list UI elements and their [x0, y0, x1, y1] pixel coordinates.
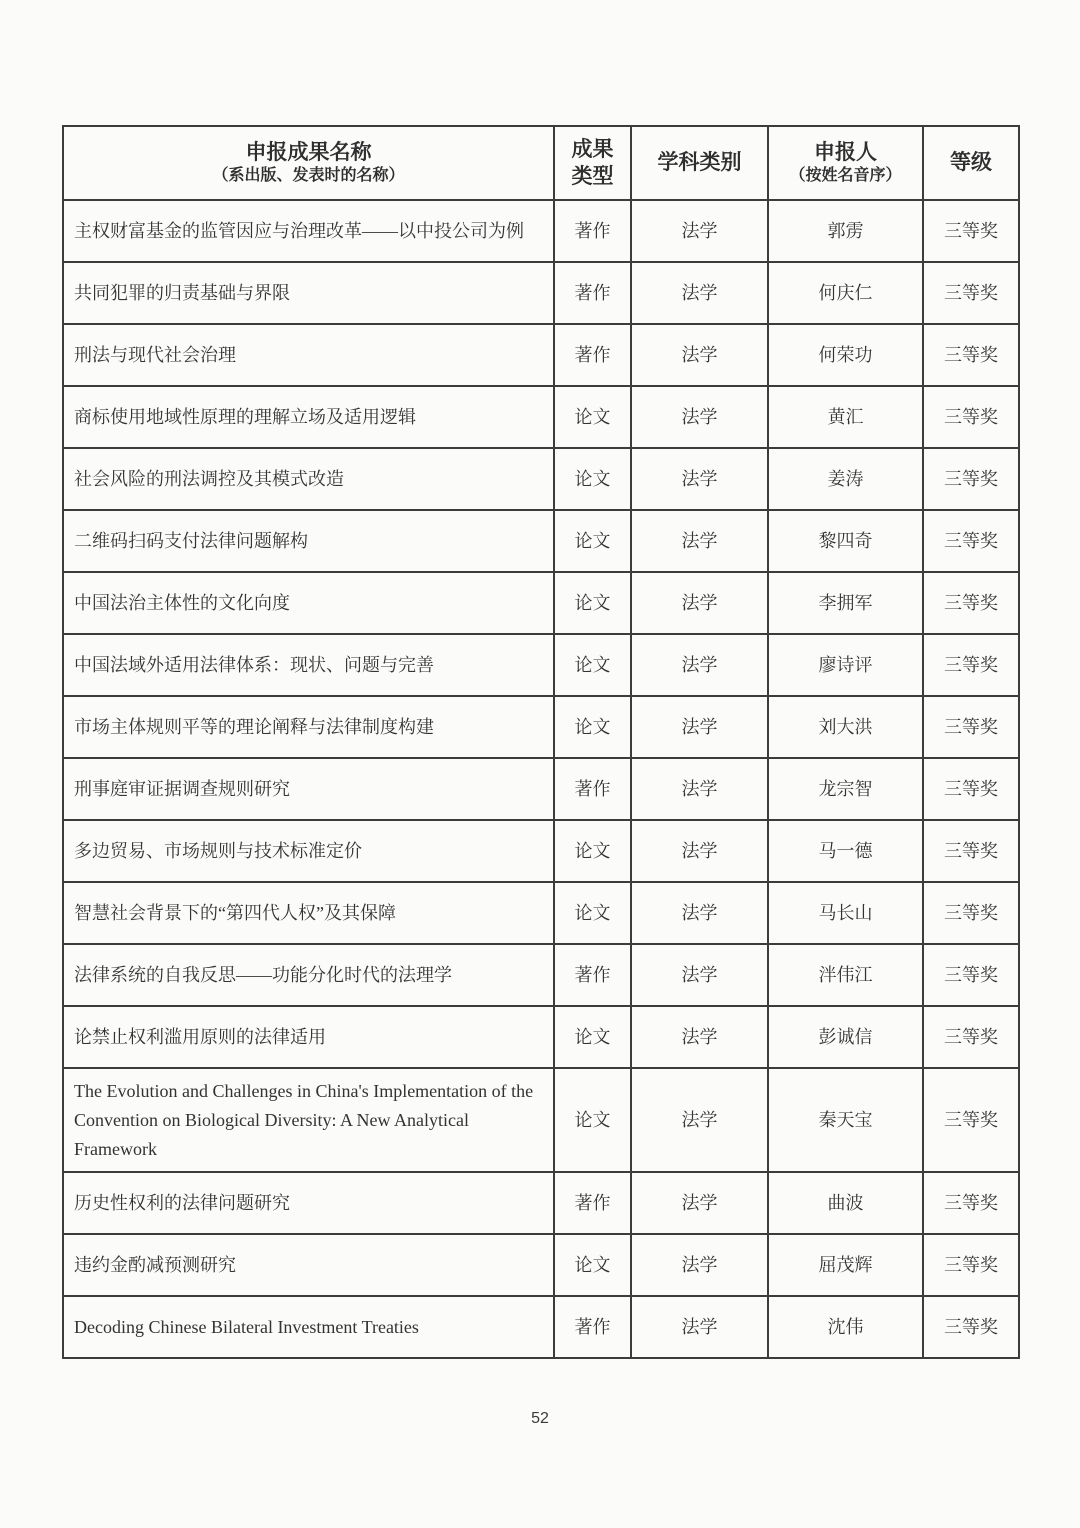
subject-category-cell: 法学: [631, 944, 768, 1006]
applicant-cell: 沈伟: [768, 1296, 923, 1358]
awards-table: [62, 125, 1020, 1359]
result-name-cell: 法律系统的自我反思——功能分化时代的法理学: [63, 944, 554, 1006]
table-row: [63, 1172, 1019, 1234]
applicant-cell: 何庆仁: [768, 262, 923, 324]
grade-cell: 三等奖: [923, 510, 1019, 572]
result-type-cell: 著作: [554, 1172, 631, 1234]
result-name-cell: 中国法域外适用法律体系：现状、问题与完善: [63, 634, 554, 696]
result-name-cell: 论禁止权利滥用原则的法律适用: [63, 1006, 554, 1068]
subject-category-cell: 法学: [631, 1296, 768, 1358]
table-row: [63, 696, 1019, 758]
result-name-cell: 社会风险的刑法调控及其模式改造: [63, 448, 554, 510]
result-type-cell: 著作: [554, 1296, 631, 1358]
grade-cell: 三等奖: [923, 1068, 1019, 1172]
table-row: [63, 758, 1019, 820]
result-name-cell: 商标使用地域性原理的理解立场及适用逻辑: [63, 386, 554, 448]
grade-cell: 三等奖: [923, 262, 1019, 324]
grade-cell: 三等奖: [923, 200, 1019, 262]
result-name-cell: Decoding Chinese Bilateral Investment Treaties: [63, 1296, 554, 1358]
grade-cell: 三等奖: [923, 758, 1019, 820]
result-name-cell: 刑事庭审证据调查规则研究: [63, 758, 554, 820]
result-type-cell: 著作: [554, 200, 631, 262]
applicant-cell: 何荣功: [768, 324, 923, 386]
result-type-cell: 论文: [554, 634, 631, 696]
table-row: [63, 200, 1019, 262]
grade-cell: 三等奖: [923, 820, 1019, 882]
page-number: 52: [531, 1410, 549, 1427]
col-header-result-name-subtitle: （系出版、发表时的名称）: [212, 167, 405, 185]
result-type-cell: 论文: [554, 696, 631, 758]
subject-category-cell: 法学: [631, 696, 768, 758]
result-type-cell: 论文: [554, 510, 631, 572]
table-row: [63, 820, 1019, 882]
grade-cell: 三等奖: [923, 1296, 1019, 1358]
subject-category-cell: 法学: [631, 758, 768, 820]
applicant-cell: 秦天宝: [768, 1068, 923, 1172]
result-type-cell: 论文: [554, 1234, 631, 1296]
subject-category-cell: 法学: [631, 200, 768, 262]
result-type-cell: 著作: [554, 758, 631, 820]
applicant-cell: 李拥军: [768, 572, 923, 634]
col-header-result-type: 成果 类型: [554, 126, 631, 200]
table-row: [63, 262, 1019, 324]
grade-cell: 三等奖: [923, 572, 1019, 634]
applicant-cell: 马长山: [768, 882, 923, 944]
result-name-cell: 共同犯罪的归责基础与界限: [63, 262, 554, 324]
subject-category-cell: 法学: [631, 510, 768, 572]
subject-category-cell: 法学: [631, 1172, 768, 1234]
result-type-cell: 论文: [554, 820, 631, 882]
table-row: [63, 1006, 1019, 1068]
applicant-cell: 曲波: [768, 1172, 923, 1234]
applicant-cell: 刘大洪: [768, 696, 923, 758]
table-row: [63, 944, 1019, 1006]
col-header-grade: 等级: [923, 126, 1019, 200]
subject-category-cell: 法学: [631, 634, 768, 696]
col-header-result-name-title: 申报成果名称: [245, 139, 372, 164]
subject-category-cell: 法学: [631, 448, 768, 510]
header-row: [63, 126, 1019, 200]
table-row: [63, 1234, 1019, 1296]
subject-category-cell: 法学: [631, 386, 768, 448]
result-type-cell: 论文: [554, 572, 631, 634]
applicant-cell: 马一德: [768, 820, 923, 882]
subject-category-cell: 法学: [631, 1234, 768, 1296]
result-name-cell: 历史性权利的法律问题研究: [63, 1172, 554, 1234]
result-type-cell: 著作: [554, 324, 631, 386]
awards-table-body: [63, 200, 1019, 1358]
table-row: [63, 448, 1019, 510]
grade-cell: 三等奖: [923, 1172, 1019, 1234]
table-row: [63, 510, 1019, 572]
result-type-cell: 著作: [554, 944, 631, 1006]
grade-cell: 三等奖: [923, 1006, 1019, 1068]
grade-cell: 三等奖: [923, 386, 1019, 448]
result-type-cell: 论文: [554, 448, 631, 510]
grade-cell: 三等奖: [923, 696, 1019, 758]
applicant-cell: 黎四奇: [768, 510, 923, 572]
result-name-cell: 中国法治主体性的文化向度: [63, 572, 554, 634]
subject-category-cell: 法学: [631, 1068, 768, 1172]
table-row: [63, 386, 1019, 448]
col-header-result-name: [63, 126, 554, 200]
applicant-cell: 姜涛: [768, 448, 923, 510]
result-name-cell: 主权财富基金的监管因应与治理改革——以中投公司为例: [63, 200, 554, 262]
table-row: [63, 634, 1019, 696]
result-type-cell: 著作: [554, 262, 631, 324]
grade-cell: 三等奖: [923, 634, 1019, 696]
result-name-cell: 二维码扫码支付法律问题解构: [63, 510, 554, 572]
applicant-cell: 廖诗评: [768, 634, 923, 696]
subject-category-cell: 法学: [631, 324, 768, 386]
grade-cell: 三等奖: [923, 1234, 1019, 1296]
applicant-cell: 黄汇: [768, 386, 923, 448]
applicant-cell: 彭诚信: [768, 1006, 923, 1068]
col-header-subject-category: 学科类别: [631, 126, 768, 200]
applicant-cell: 屈茂辉: [768, 1234, 923, 1296]
grade-cell: 三等奖: [923, 882, 1019, 944]
grade-cell: 三等奖: [923, 448, 1019, 510]
col-header-applicant: 申报人 （按姓名音序）: [768, 126, 923, 200]
table-row: [63, 1296, 1019, 1358]
applicant-cell: 郭雳: [768, 200, 923, 262]
subject-category-cell: 法学: [631, 1006, 768, 1068]
result-name-cell: 市场主体规则平等的理论阐释与法律制度构建: [63, 696, 554, 758]
result-name-cell: 智慧社会背景下的“第四代人权”及其保障: [63, 882, 554, 944]
subject-category-cell: 法学: [631, 820, 768, 882]
result-name-cell: 违约金酌减预测研究: [63, 1234, 554, 1296]
subject-category-cell: 法学: [631, 572, 768, 634]
result-name-cell: 刑法与现代社会治理: [63, 324, 554, 386]
grade-cell: 三等奖: [923, 944, 1019, 1006]
result-type-cell: 论文: [554, 1006, 631, 1068]
result-name-cell: 多边贸易、市场规则与技术标准定价: [63, 820, 554, 882]
result-name-cell: The Evolution and Challenges in China's Implementation of the Convention on Biological Diversity: A New Analytical Framework: [63, 1068, 554, 1172]
applicant-cell: 龙宗智: [768, 758, 923, 820]
document-page: [62, 125, 1018, 1359]
applicant-cell: 泮伟江: [768, 944, 923, 1006]
grade-cell: 三等奖: [923, 324, 1019, 386]
result-type-cell: 论文: [554, 386, 631, 448]
result-type-cell: 论文: [554, 882, 631, 944]
subject-category-cell: 法学: [631, 882, 768, 944]
table-row: [63, 324, 1019, 386]
subject-category-cell: 法学: [631, 262, 768, 324]
table-row: [63, 572, 1019, 634]
result-type-cell: 论文: [554, 1068, 631, 1172]
table-row: [63, 882, 1019, 944]
table-row: [63, 1068, 1019, 1172]
